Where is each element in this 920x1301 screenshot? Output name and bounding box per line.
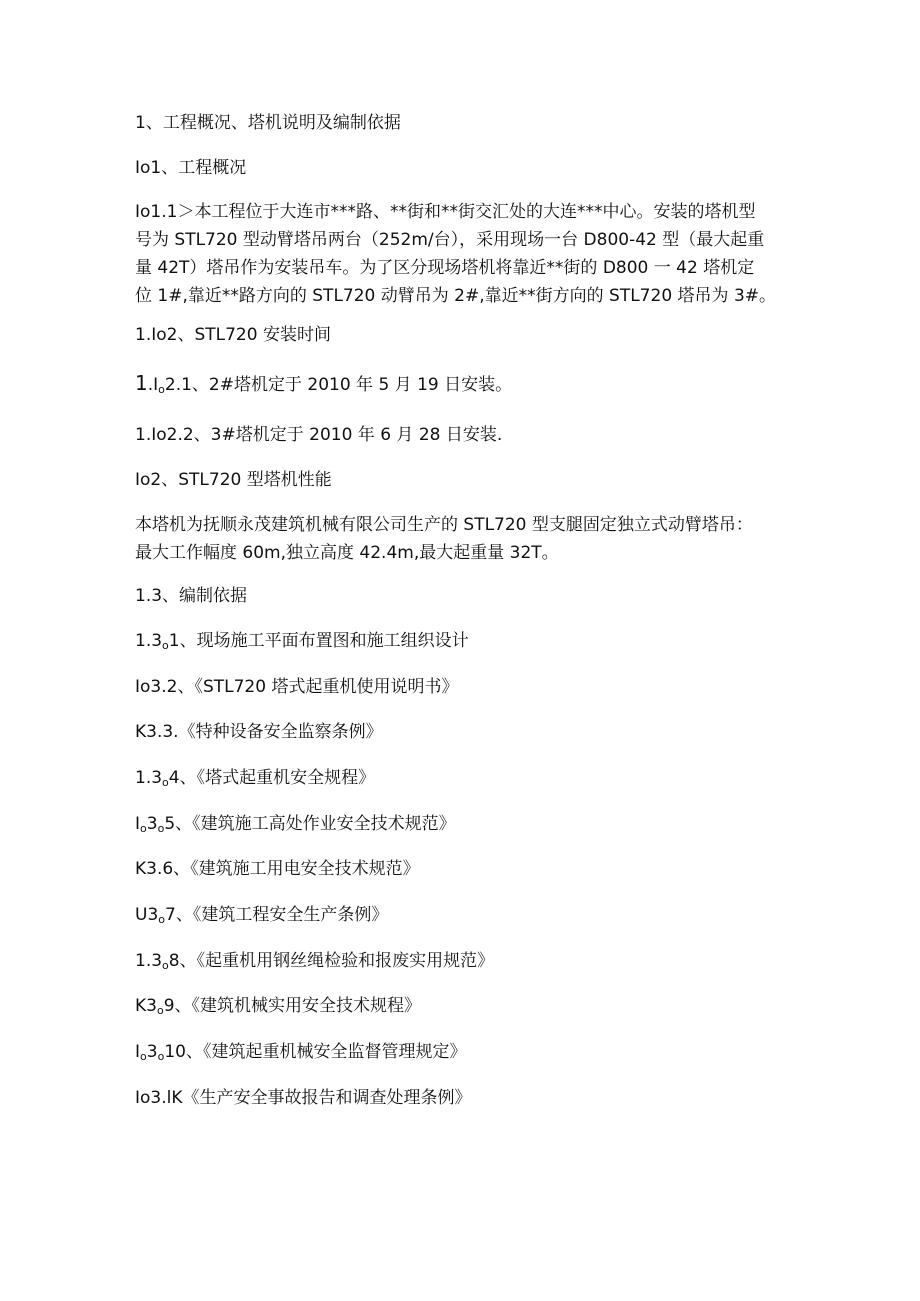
ref-prefix-sub: o <box>156 1004 164 1017</box>
ref-text: 5、《建筑施工高处作业安全技术规范》 <box>164 814 456 834</box>
install-item-2 <box>135 372 512 401</box>
item-text: 2.1、2#塔机定于 2010 年 5 月 19 日安装。 <box>164 375 513 395</box>
ref-prefix-sub: o <box>157 822 165 835</box>
ref-prefix-sub: o <box>140 1050 147 1063</box>
reference-item <box>135 767 375 794</box>
reference-item <box>135 630 469 657</box>
reference-item <box>135 676 458 698</box>
ref-prefix-sub: o <box>162 639 169 652</box>
ref-text: 10、《建筑起重机械安全监督管理规定》 <box>164 1042 467 1062</box>
ref-prefix: 1.3 <box>135 768 163 788</box>
item-prefix: .I <box>147 375 159 395</box>
reference-item <box>135 904 388 931</box>
section-heading-1: 1、工程概况、塔机说明及编制依据 <box>135 113 401 133</box>
ref-prefix: Io3.2、 <box>135 677 195 697</box>
reference-item <box>135 995 421 1022</box>
ref-prefix: U3 <box>135 905 159 925</box>
item-prefix-sub: o <box>158 383 165 396</box>
reference-item <box>135 950 494 977</box>
ref-prefix: K3 <box>135 996 157 1016</box>
reference-item <box>135 721 383 743</box>
reference-item <box>135 813 456 840</box>
reference-item <box>135 858 420 880</box>
ref-prefix: I <box>135 1042 141 1062</box>
ref-text: 7、《建筑工程安全生产条例》 <box>165 905 389 925</box>
ref-text: 《建筑施工用电安全技术规范》 <box>190 859 420 879</box>
paragraph-project-overview <box>135 198 795 310</box>
paragraph-line: 本塔机为抚顺永茂建筑机械有限公司生产的 STL720 型支腿固定独立式动臂塔吊： <box>135 515 753 535</box>
ref-text: 1、现场施工平面布置图和施工组织设计 <box>168 631 469 651</box>
ref-prefix: I <box>135 814 141 834</box>
install-item-3: 1.Io2.2、3#塔机定于 2010 年 6 月 28 日安装. <box>135 425 503 445</box>
ref-text: 《生产安全事故报告和调查处理条例》 <box>182 1088 472 1108</box>
ref-prefix: 3 <box>146 814 158 834</box>
ref-text: 9、《建筑机械实用安全技术规程》 <box>163 996 422 1016</box>
ref-text: 4、《塔式起重机安全规程》 <box>168 768 376 788</box>
ref-text: 《特种设备安全监察条例》 <box>178 722 383 742</box>
item-prefix: 1 <box>135 371 148 395</box>
ref-prefix-sub: o <box>162 959 169 972</box>
reference-item <box>135 1041 466 1068</box>
paragraph-line: 最大工作幅度 60m,独立高度 42.4m,最大起重量 32T。 <box>135 543 559 563</box>
ref-text: 8、《起重机用钢丝绳检验和报废实用规范》 <box>168 951 495 971</box>
ref-prefix-sub: o <box>162 776 169 789</box>
paragraph-line: 量 42T）塔吊作为安装吊车。为了区分现场塔机将靠近**街的 D800 一 42 塔机定 <box>135 258 755 278</box>
ref-prefix: 3 <box>146 1042 158 1062</box>
ref-prefix: K3.3. <box>135 722 179 742</box>
ref-prefix-sub: o <box>158 913 165 926</box>
ref-prefix-sub: o <box>157 1050 165 1063</box>
ref-prefix: 1.3 <box>135 951 163 971</box>
ref-prefix: Io3.lK <box>135 1088 183 1108</box>
ref-prefix-sub: o <box>140 822 147 835</box>
section-heading-1-2: 1.Io2、STL720 安装时间 <box>135 325 331 345</box>
ref-text: 《STL720 塔式起重机使用说明书》 <box>194 677 459 697</box>
ref-prefix: K3.6、 <box>135 859 191 879</box>
paragraph-line: Io1.1＞本工程位于大连市***路、**街和**街交汇处的大连***中心。安装的塔机型 <box>135 202 756 222</box>
section-heading-2: Io2、STL720 型塔机性能 <box>135 470 332 490</box>
paragraph-line: 号为 STL720 型动臂塔吊两台（252m∕台），采用现场一台 D800-42 型（最大起重 <box>135 230 765 250</box>
section-heading-1-3: 1.3、编制依据 <box>135 586 248 606</box>
ref-prefix: 1.3 <box>135 631 163 651</box>
paragraph-line: 位 1#,靠近**路方向的 STL720 动臂吊为 2#,靠近**街方向的 STL720 塔吊为 3#。 <box>135 286 777 306</box>
section-heading-1-1: Io1、工程概况 <box>135 158 247 178</box>
paragraph-crane-performance <box>135 511 795 567</box>
reference-item <box>135 1087 472 1109</box>
